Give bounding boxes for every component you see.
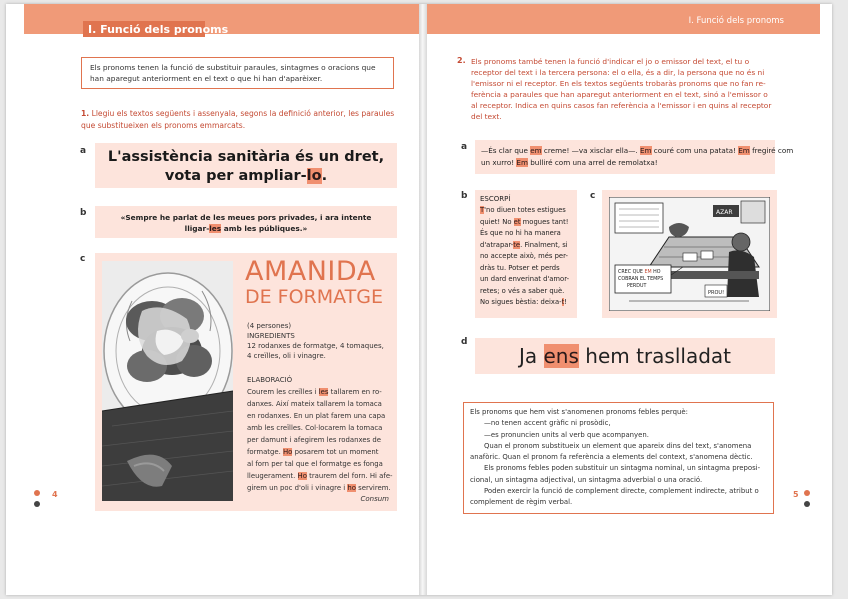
book-gutter xyxy=(419,4,427,595)
recipe-step-text: danxes. Així mateix tallarem la tomaca xyxy=(247,400,382,408)
recipe-pronoun-highlight: Ho xyxy=(297,472,307,480)
info-box-line: —es pronuncien units al verb que acompanyen. xyxy=(484,430,649,439)
item-c-panel xyxy=(95,253,397,511)
info-box-text xyxy=(470,407,768,509)
poem-text: no accepte això, més per- xyxy=(480,252,568,260)
poem-pronoun-highlight: te xyxy=(513,240,521,249)
item-a-dialog-line-1 xyxy=(481,145,793,156)
left-page xyxy=(6,4,419,595)
recipe-pronoun-highlight: les xyxy=(318,388,329,396)
exercise-1-instructions: Llegiu els textos següents i assenyala, segons la definició anterior, les paraules que substitueixen els pronoms emmarcats. xyxy=(81,109,395,130)
speech-bubble-line-2: COBRAN EL TEMPS xyxy=(618,277,664,282)
poem-line xyxy=(480,217,576,229)
exercise-2-instructions xyxy=(471,56,807,122)
item-a-line2 xyxy=(95,167,397,186)
item-b-line2-text: lligar- xyxy=(184,224,210,233)
item-a-line1: L'assistència sanitària és un dret, xyxy=(107,149,385,165)
exercise-2-number: 2. xyxy=(457,56,466,65)
item-a-letter: a xyxy=(80,146,87,156)
info-box xyxy=(463,402,774,514)
recipe-pronoun-highlight: ho xyxy=(347,484,356,492)
exercise-1-text xyxy=(81,108,401,132)
item-b-line2-end: amb les públiques.» xyxy=(221,224,308,233)
recipe-step-line xyxy=(247,434,395,446)
recipe-step-text: formatge. xyxy=(247,448,283,456)
recipe-step-text-end: posarem tot un moment xyxy=(292,448,379,456)
info-box-line: anafòric. Quan el pronom fa referència a elements del context, s'anomena dèctic. xyxy=(470,453,753,462)
intro-box xyxy=(81,57,394,89)
item-b-quote xyxy=(95,212,397,234)
recipe-step-text: al forn per tal que el formatge es fonga xyxy=(247,460,383,468)
poem-pronoun-highlight: t xyxy=(561,298,565,306)
recipe-step-text: lleugerament. xyxy=(247,472,298,480)
poem-text: mogues tant! xyxy=(520,217,569,226)
item-b-letter: b xyxy=(80,208,87,218)
recipe-step-line xyxy=(247,422,395,434)
item-c-letter-right: c xyxy=(590,191,596,201)
book-spread xyxy=(6,4,832,595)
recipe-step-line xyxy=(247,410,395,422)
intro-text: Els pronoms tenen la funció de substituir paraules, sintagmes o oracions que han aparegut anteriorment en el text o que hi han d'aparèixer. xyxy=(90,63,376,83)
page-dot-orange xyxy=(34,490,40,496)
comic-drawing xyxy=(609,197,770,311)
poem-body xyxy=(480,205,576,309)
item-d-panel xyxy=(475,338,775,374)
info-box-line: Els pronoms febles poden substituir un sintagma nominal, un sintagma preposi- xyxy=(484,464,761,473)
item-a-slogan xyxy=(95,148,397,186)
item-d-text-pre: Ja xyxy=(518,344,544,368)
poem-line xyxy=(480,228,576,240)
salad-photo xyxy=(102,261,233,501)
item-d-pronoun-highlight: ens xyxy=(543,344,579,368)
poem-text: quiet! No xyxy=(480,217,514,226)
info-box-line: —no tenen accent gràfic ni prosòdic, xyxy=(484,419,611,428)
item-d-text-post: hem traslladat xyxy=(578,344,731,368)
recipe-subtitle: DE FORMATGE xyxy=(245,286,384,308)
pronoun-highlight: Em xyxy=(639,146,652,155)
item-b-panel-right xyxy=(475,190,577,318)
exercise-1-number: 1. xyxy=(81,109,90,118)
poem-text: un dard enverinat d'amor- xyxy=(480,275,570,283)
page-dot-orange-right xyxy=(804,490,810,496)
info-box-line: Els pronoms que hem vist s'anomenen pronoms febles perquè: xyxy=(470,408,688,416)
recipe-step-line xyxy=(247,470,395,482)
poem-text: . Finalment, si xyxy=(520,240,568,249)
exercise-2-line: del text. xyxy=(471,112,502,121)
item-a-panel xyxy=(95,143,397,188)
pronoun-highlight: Em xyxy=(738,146,750,155)
recipe-step-line xyxy=(247,446,395,458)
exercise-2-line: receptor del text i la tercera persona: el o ella, és a dir, la persona que no és ni xyxy=(471,68,765,77)
header-title-right: I. Funció dels pronoms xyxy=(688,16,784,26)
ingredients-line-1: 12 rodanxes de formatge, 4 tomaques, xyxy=(247,342,384,350)
recipe-step-line xyxy=(247,386,395,398)
recipe-step-line xyxy=(247,458,395,470)
speech-bubble-line-3: PERDUT xyxy=(627,284,647,289)
recipe-step-line xyxy=(247,482,395,494)
item-a-dialog-line-2 xyxy=(481,157,658,168)
info-box-line: complement de règim verbal. xyxy=(470,498,573,507)
recipe-source: Consum xyxy=(360,495,389,503)
poem-line xyxy=(480,263,576,275)
dialog-text: un xurro! xyxy=(481,158,517,167)
item-c-panel-right xyxy=(602,190,777,318)
item-a-panel-right xyxy=(475,140,794,174)
poem-line xyxy=(480,286,576,298)
item-b-line2 xyxy=(95,223,397,234)
poem-pronoun-highlight: et xyxy=(513,217,521,226)
item-a-pronoun-highlight: lo xyxy=(306,168,322,184)
item-a-line2-end: . xyxy=(321,168,328,184)
poem-text: És que no hi ha manera xyxy=(480,229,561,237)
recipe-title: AMANIDA xyxy=(245,256,376,287)
poem-line xyxy=(480,297,576,309)
page-number-left: 4 xyxy=(52,490,58,499)
recipe-step-text: per damunt i afegirem les rodanxes de xyxy=(247,436,381,444)
recipe-pronoun-highlight: Ho xyxy=(282,448,293,456)
header-title: I. Funció dels pronoms xyxy=(88,23,229,36)
dialog-text: fregiré com xyxy=(749,146,794,155)
item-d-heading xyxy=(475,344,775,368)
item-c-letter: c xyxy=(80,254,86,264)
item-b-panel xyxy=(95,206,397,238)
recipe-step-text: Courem les creïlles i xyxy=(247,388,319,396)
recipe-steps xyxy=(247,386,395,494)
info-box-line: cional, un sintagma adjectival, un sintagma adverbial o una oració. xyxy=(470,475,703,484)
ingredients-line-2: 4 creïlles, oli i vinagre. xyxy=(247,352,326,360)
recipe-step-text: en rodanxes. En un plat farem una capa xyxy=(247,412,386,420)
dialog-text: —És clar que xyxy=(481,146,531,155)
recipe-step-line xyxy=(247,398,395,410)
poem-pronoun-highlight: T xyxy=(480,206,485,214)
comic-board-text: AZAR xyxy=(716,209,733,216)
poem-line xyxy=(480,274,576,286)
item-b-pronoun-highlight: les xyxy=(209,224,222,233)
poem-line xyxy=(480,240,576,252)
ingredients-label: INGREDIENTS xyxy=(247,332,295,340)
right-page xyxy=(427,4,832,595)
info-box-line: Poden exercir la funció de complement directe, complement indirecte, atribut o xyxy=(484,487,759,496)
dialog-text: couré com una patata! xyxy=(651,146,739,155)
poem-text: 'no diuen totes estigues xyxy=(484,206,566,214)
page-number-right: 5 xyxy=(793,490,799,499)
poem-text: d'atrapar- xyxy=(480,240,514,249)
info-box-line: Quan el pronom substitueix un element que apareix dins del text, s'anomena xyxy=(484,441,752,450)
poem-text: dràs tu. Potser et perds xyxy=(480,263,560,272)
recipe-step-text-end: tallarem en ro- xyxy=(328,388,382,396)
poem-line xyxy=(480,205,576,217)
page-dot-dark-right xyxy=(804,501,810,507)
page-dot-dark xyxy=(34,501,40,507)
pronoun-highlight: em xyxy=(530,146,542,155)
elaboracio-label: ELABORACIÓ xyxy=(247,376,293,384)
recipe-persons: (4 persones) xyxy=(247,322,292,330)
item-b-line1: «Sempre he parlat de les meues pors privades, i ara intente xyxy=(120,213,372,222)
pronoun-highlight: Em xyxy=(516,158,528,167)
speech-bubble-line-1: CREC QUE EM HO xyxy=(618,270,661,275)
recipe-step-text-end: servirem. xyxy=(355,484,391,492)
exercise-2-line: al receptor. Indica en quins casos fan referència a l'emissor i en quins al receptor xyxy=(471,101,772,110)
recipe-step-text-end: traurem del forn. Hi afe- xyxy=(306,472,393,480)
poem-line xyxy=(480,251,576,263)
item-d-letter: d xyxy=(461,337,468,347)
recipe-step-text: girem un poc d'oli i vinagre i xyxy=(247,484,348,492)
item-b-letter-right: b xyxy=(461,191,468,201)
item-a-letter-right: a xyxy=(461,142,468,152)
poem-text: retes; o vés a saber què. xyxy=(480,286,565,295)
exercise-2-line: l'emissor ni el receptor. En els textos següents trobaràs pronoms que no fan re- xyxy=(471,79,766,88)
item-a-line2-text: vota per ampliar- xyxy=(164,168,307,184)
exercise-2-line: ferència a paraules que han aparegut anteriorment en el text, sinó a l'emissor o xyxy=(471,90,768,99)
dialog-text: bulliré com una arrel de remolatxa! xyxy=(527,158,658,167)
recipe-step-text: amb les creïlles. Col·locarem la tomaca xyxy=(247,424,383,432)
poem-text: ! xyxy=(564,298,567,306)
dialog-text: creme! —va xisclar ella—. xyxy=(541,146,640,155)
poem-title: ESCORPÍ xyxy=(480,195,511,203)
poem-text: No sigues bèstia: deixa- xyxy=(480,298,562,306)
comic-sign-text: PROU! xyxy=(708,290,725,296)
exercise-2-line: Els pronoms també tenen la funció d'indicar el jo o emissor del text, el tu o xyxy=(471,57,750,66)
